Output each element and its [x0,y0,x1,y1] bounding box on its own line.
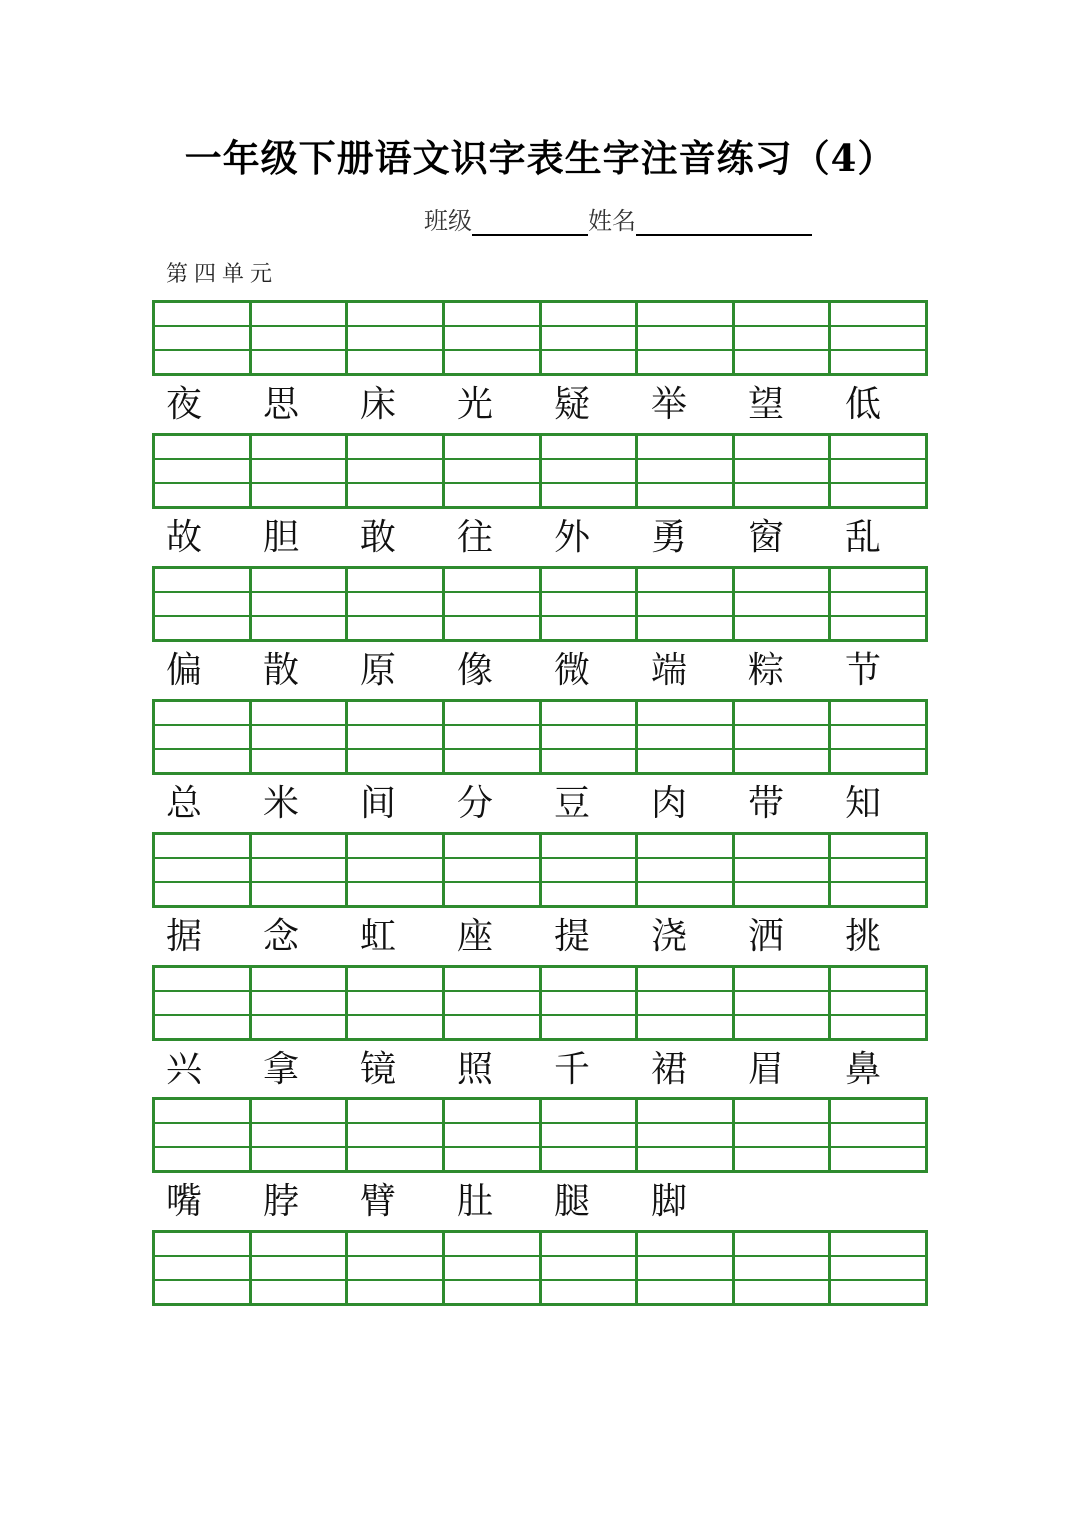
character: 脚 [651,1181,688,1222]
pinyin-cell[interactable] [638,569,735,639]
pinyin-grid-row [152,1230,928,1306]
pinyin-cell[interactable] [831,968,925,1038]
pinyin-cell[interactable] [735,968,832,1038]
character: 思 [263,384,300,425]
character: 间 [360,783,397,824]
pinyin-cell[interactable] [445,436,542,506]
character: 勇 [651,517,688,558]
character: 像 [457,650,494,691]
character-row [152,514,928,562]
character [734,1178,831,1226]
character: 鼻 [845,1049,882,1090]
pinyin-cell[interactable] [252,702,349,772]
pinyin-cell[interactable] [638,835,735,905]
pinyin-cell[interactable] [348,1233,445,1303]
character: 米 [263,783,300,824]
pinyin-cell[interactable] [445,968,542,1038]
character: 提 [554,916,591,957]
character: 夜 [166,384,203,425]
character: 脖 [263,1181,300,1222]
pinyin-cell[interactable] [735,1100,832,1170]
character: 敢 [360,517,397,558]
pinyin-cell[interactable] [638,968,735,1038]
pinyin-cell[interactable] [831,569,925,639]
pinyin-cell[interactable] [348,835,445,905]
page-title: 一年级下册语文识字表生字注音练习（4） [184,136,896,180]
name-field[interactable] [636,202,812,236]
pinyin-cell[interactable] [155,1233,252,1303]
character: 总 [166,783,203,824]
pinyin-cell[interactable] [155,702,252,772]
character: 拿 [263,1049,300,1090]
character: 腿 [554,1181,591,1222]
character-row [152,780,928,828]
character: 往 [457,517,494,558]
pinyin-cell[interactable] [542,1100,639,1170]
character-row [152,647,928,695]
pinyin-cell[interactable] [445,835,542,905]
pinyin-cell[interactable] [638,702,735,772]
character: 分 [457,783,494,824]
pinyin-grid-row [152,300,928,376]
character [831,1178,928,1226]
character: 兴 [166,1049,203,1090]
character: 微 [554,650,591,691]
character: 豆 [554,783,591,824]
pinyin-cell[interactable] [252,303,349,373]
pinyin-cell[interactable] [638,1233,735,1303]
pinyin-cell[interactable] [735,436,832,506]
pinyin-cell[interactable] [155,1100,252,1170]
character: 外 [554,517,591,558]
pinyin-cell[interactable] [445,569,542,639]
character: 肉 [651,783,688,824]
pinyin-cell[interactable] [348,968,445,1038]
character: 臂 [360,1181,397,1222]
pinyin-cell[interactable] [638,303,735,373]
pinyin-cell[interactable] [155,835,252,905]
student-info [424,196,812,236]
pinyin-cell[interactable] [542,1233,639,1303]
pinyin-grid-row [152,965,928,1041]
pinyin-cell[interactable] [252,1233,349,1303]
character-row [152,1046,928,1094]
pinyin-cell[interactable] [348,303,445,373]
pinyin-cell[interactable] [542,702,639,772]
pinyin-cell[interactable] [348,702,445,772]
character: 床 [360,384,397,425]
pinyin-cell[interactable] [445,1233,542,1303]
character: 带 [748,783,785,824]
character-row [152,381,928,429]
pinyin-cell[interactable] [252,569,349,639]
character: 千 [554,1049,591,1090]
pinyin-cell[interactable] [831,702,925,772]
pinyin-cell[interactable] [155,569,252,639]
pinyin-cell[interactable] [348,569,445,639]
character-row [152,913,928,961]
character: 节 [845,650,882,691]
character: 低 [845,384,882,425]
pinyin-cell[interactable] [638,1100,735,1170]
character: 嘴 [166,1181,203,1222]
pinyin-cell[interactable] [735,1233,832,1303]
name-label: 姓名 [588,207,636,235]
character: 镜 [360,1049,397,1090]
pinyin-cell[interactable] [348,436,445,506]
character: 洒 [748,916,785,957]
character: 挑 [845,916,882,957]
character: 知 [845,783,882,824]
character: 乱 [845,517,882,558]
pinyin-cell[interactable] [348,1100,445,1170]
pinyin-grid-row [152,699,928,775]
pinyin-cell[interactable] [735,702,832,772]
unit-heading: 第四单元 [166,262,279,287]
pinyin-cell[interactable] [831,835,925,905]
pinyin-cell[interactable] [155,436,252,506]
pinyin-cell[interactable] [252,436,349,506]
pinyin-cell[interactable] [445,702,542,772]
character: 念 [263,916,300,957]
character: 散 [263,650,300,691]
character: 裙 [651,1049,688,1090]
character: 虹 [360,916,397,957]
character: 故 [166,517,203,558]
pinyin-cell[interactable] [542,436,639,506]
character: 窗 [748,517,785,558]
class-field[interactable] [472,202,588,236]
pinyin-cell[interactable] [735,569,832,639]
pinyin-grid-row [152,433,928,509]
pinyin-cell[interactable] [445,1100,542,1170]
pinyin-cell[interactable] [831,1233,925,1303]
character: 望 [748,384,785,425]
character: 粽 [748,650,785,691]
pinyin-cell[interactable] [155,968,252,1038]
character: 眉 [748,1049,785,1090]
character: 光 [457,384,494,425]
character: 胆 [263,517,300,558]
pinyin-cell[interactable] [252,835,349,905]
character: 端 [651,650,688,691]
pinyin-grid-row [152,1097,928,1173]
pinyin-cell[interactable] [542,569,639,639]
pinyin-cell[interactable] [735,835,832,905]
pinyin-cell[interactable] [831,436,925,506]
pinyin-cell[interactable] [542,303,639,373]
pinyin-grid-row [152,566,928,642]
pinyin-cell[interactable] [542,968,639,1038]
character: 肚 [457,1181,494,1222]
character: 疑 [554,384,591,425]
pinyin-grid-row [152,832,928,908]
pinyin-cell[interactable] [735,303,832,373]
pinyin-cell[interactable] [638,436,735,506]
character: 原 [360,650,397,691]
character: 照 [457,1049,494,1090]
pinyin-cell[interactable] [252,968,349,1038]
character: 举 [651,384,688,425]
character: 据 [166,916,203,957]
character: 偏 [166,650,203,691]
pinyin-cell[interactable] [831,1100,925,1170]
character: 座 [457,916,494,957]
pinyin-cell[interactable] [155,303,252,373]
character: 浇 [651,916,688,957]
pinyin-cell[interactable] [445,303,542,373]
pinyin-cell[interactable] [831,303,925,373]
class-label: 班级 [424,207,472,235]
pinyin-cell[interactable] [542,835,639,905]
pinyin-cell[interactable] [252,1100,349,1170]
character-row [152,1178,928,1226]
